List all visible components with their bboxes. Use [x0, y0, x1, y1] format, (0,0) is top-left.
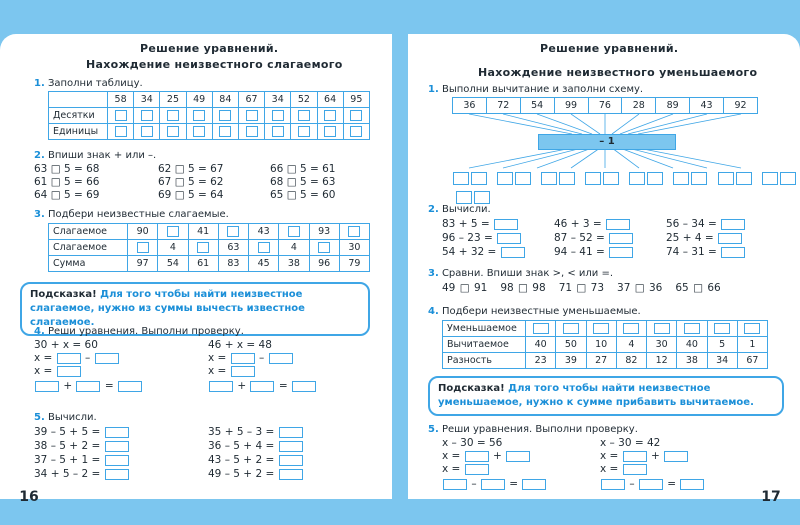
right-page: Решение уравнений. Нахождение неизвестного уменьшаемого 1. Выполни вычитание и заполни схему. 36 72 54 99 76 28 89 43 92 – 1 2. Вычисли. 83 + 5 = 96 – 23 = 54 + 32 = 46 + 3 = 87 – 52 = 94 – 41 = 56 – 34 = 25 + 4 = 74 – 31 = 3. Сравни. Впиши знак >, < или =. 49 □ 91 98 □ 98 71 □ 73 37 □ 36 65 □ 66 4. Подбери неизвестные уменьшаемые. Уменьшаемое Вычитаемое 40 50 10 4 30 40 5 1 Разность 23 39 27 82 12 38 34 67 Подсказка! Для того чтобы найти неизвестное уменьшаемое, нужно к сумме прибавить вычитаемое. 5. Реши уравнения. Выполни проверку. x – 30 = 56 x = + x = – = x – 30 = 42 x = + x = – =: [408, 34, 800, 525]
task-number: 1.: [34, 78, 45, 89]
right-table-4: Уменьшаемое Вычитаемое 40 50 10 4 30 40 5 1 Разность 23 39 27 82 12 38 34 67: [442, 320, 768, 369]
left-page: Решение уравнений. Нахождение неизвестного слагаемого 1. Заполни таблицу. 58 34 25 49 84 67 34 52 64 95 Десятки Единицы 2. Впиши знак + или –. 63 □ 5 = 68 61 □ 5 = 66 64 □ 5 = 69 62 □ 5 = 67 67 □ 5 = 62 69 □ 5 = 64 66 □ 5 = 61 68 □ 5 = 63 65 □ 5 = 60 3. Подбери неизвестные слагаемые. Слагаемое 90 41 43 93 Слагаемое 4 63 4 30 Сумма 97 54 61 83 45 38 96 79 Подсказка! Для того чтобы найти неизвестное слагаемое, нужно из суммы вычесть известное слагаемое. 4. Реши уравнения. Выполни проверку. 30 + x = 60 x = – x = + = 46 + x = 48 x = – x = + = 5. Вычисли. 39 – 5 + 5 = 38 – 5 + 2 = 37 – 5 + 1 = 34 + 5 – 2 = 35 + 5 – 3 = 36 – 5 + 4 = 43 – 5 + 2 = 49 – 5 + 2 =: [0, 34, 392, 525]
left-task-2: 2. Впиши знак + или –.: [34, 150, 157, 161]
right-title-1: Решение уравнений.: [540, 42, 679, 55]
left-table-1: 58 34 25 49 84 67 34 52 64 95 Десятки Единицы: [48, 91, 370, 140]
right-scheme-top: 36 72 54 99 76 28 89 43 92: [452, 97, 758, 114]
right-task-1: 1. Выполни вычитание и заполни схему.: [428, 84, 644, 95]
answer-box[interactable]: [115, 110, 127, 121]
right-title-2: Нахождение неизвестного уменьшаемого: [478, 66, 758, 79]
left-task-3: 3. Подбери неизвестные слагаемые.: [34, 209, 229, 220]
left-task-5: 5. Вычисли.: [34, 412, 97, 423]
left-hint: Подсказка! Для того чтобы найти неизвестное слагаемое, нужно из суммы вычесть известное слагаемое.: [20, 282, 370, 336]
right-task-3: 3. Сравни. Впиши знак >, < или =.: [428, 268, 614, 279]
right-task-2: 2. Вычисли.: [428, 204, 491, 215]
bottom-band: [0, 499, 800, 525]
right-scheme-bottom: [452, 168, 800, 206]
scheme-operator: – 1: [538, 134, 676, 150]
page-number-right: 17: [761, 489, 781, 505]
left-task-4: 4. Реши уравнения. Выполни проверку.: [34, 326, 244, 337]
right-hint: Подсказка! Для того чтобы найти неизвестное уменьшаемое, нужно к сумме прибавить вычитаемое.: [428, 376, 784, 416]
right-task-5: 5. Реши уравнения. Выполни проверку.: [428, 424, 638, 435]
left-table-3: Слагаемое 90 41 43 93 Слагаемое 4 63 4 30 Сумма 97 54 61 83 45 38 96 79: [48, 223, 370, 272]
task-text: Заполни таблицу.: [47, 78, 143, 89]
page-number-left: 16: [19, 489, 39, 505]
left-task-1: [34, 78, 143, 89]
left-title-1: Решение уравнений.: [140, 42, 279, 55]
right-task-4: 4. Подбери неизвестные уменьшаемые.: [428, 306, 641, 317]
left-title-2: Нахождение неизвестного слагаемого: [86, 58, 343, 71]
